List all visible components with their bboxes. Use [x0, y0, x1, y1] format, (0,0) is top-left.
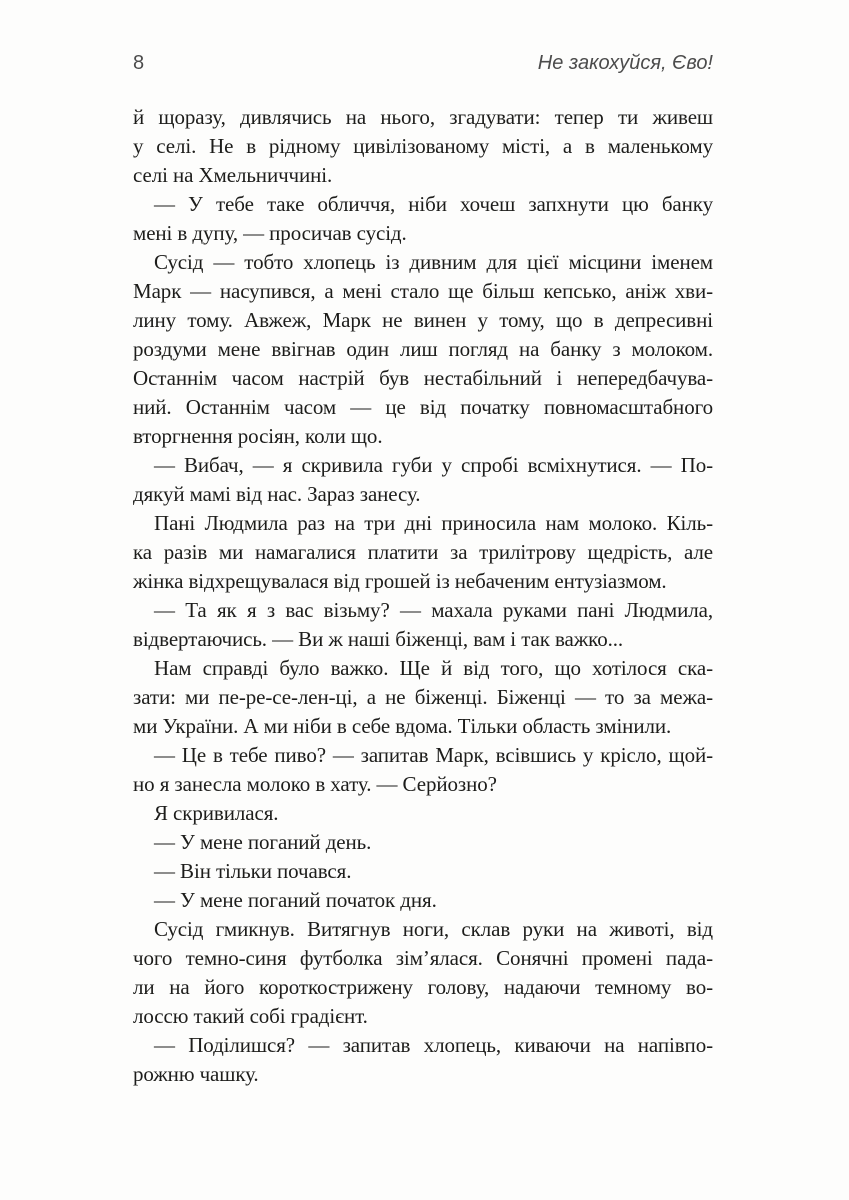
text-line: лоссю такий собі градієнт. [133, 1004, 368, 1028]
text-line: відвертаючись. — Ви ж наші біженці, вам і так важко... [133, 627, 624, 651]
text-line: чого темно-синя футболка зім’ялася. Сонячні промені пада- [133, 946, 713, 970]
text-line: — Це в тебе пиво? — запитав Марк, всівшись у крісло, щой- [154, 743, 713, 767]
text-line: у селі. Не в рідному цивілізованому місті, а в маленькому [133, 134, 713, 158]
text-line: — У тебе таке обличчя, ніби хочеш запхнути цю банку [154, 192, 713, 216]
text-line: ка разів ми намагалися платити за трилітрову щедрість, але [133, 540, 713, 564]
text-line: дякуй мамі від нас. Зараз занесу. [133, 482, 421, 506]
text-line: — У мене поганий початок дня. [154, 888, 437, 912]
text-line: й щоразу, дивлячись на нього, згадувати: тепер ти живеш [133, 105, 713, 129]
text-line: зати: ми пе-ре-се-лен-ці, а не біженці. Біженці — то за межа- [133, 685, 713, 709]
text-line: лину тому. Авжеж, Марк не винен у тому, що в депресивні [133, 308, 713, 332]
running-header-title: Не закохуйся, Єво! [537, 52, 713, 74]
text-line: ний. Останнім часом — це від початку повномасштабного [133, 395, 713, 419]
text-line: Сусід — тобто хлопець із дивним для цієї місцини іменем [154, 250, 713, 274]
text-line: Марк — насупився, а мені стало ще більш кепсько, аніж хви- [133, 279, 713, 303]
text-line: — Поділишся? — запитав хлопець, киваючи на напівпо- [154, 1033, 713, 1057]
text-line: жінка відхрещувалася від грошей із небаченим ентузіазмом. [133, 569, 667, 593]
text-line: Пані Людмила раз на три дні приносила нам молоко. Кіль- [154, 511, 713, 535]
text-line: ли на його короткострижену голову, надаючи темному во- [133, 975, 713, 999]
text-line: Нам справді було важко. Ще й від того, що хотілося ска- [154, 656, 713, 680]
text-line: — Та як я з вас візьму? — махала руками пані Людмила, [154, 598, 713, 622]
body-text-block [133, 103, 713, 1089]
text-line: рожню чашку. [133, 1062, 259, 1086]
text-line: мені в дупу, — просичав сусід. [133, 221, 407, 245]
text-line: — Він тільки почався. [154, 859, 352, 883]
text-line: вторгнення росіян, коли що. [133, 424, 383, 448]
text-line: Я скривилася. [154, 801, 279, 825]
text-line: — У мене поганий день. [154, 830, 372, 854]
text-line: Сусід гмикнув. Витягнув ноги, склав руки на животі, від [154, 917, 713, 941]
page-number: 8 [133, 52, 145, 74]
page-header [133, 52, 713, 80]
text-line: но я занесла молоко в хату. — Серйозно? [133, 772, 497, 796]
text-line: роздуми мене ввігнав один лиш погляд на банку з молоком. [133, 337, 713, 361]
text-line: ми України. А ми ніби в себе вдома. Тільки область змінили. [133, 714, 672, 738]
text-line: Останнім часом настрій був нестабільний і непередбачува- [133, 366, 713, 390]
text-line: — Вибач, — я скривила губи у спробі всміхнутися. — По- [154, 453, 713, 477]
text-line: селі на Хмельниччині. [133, 163, 333, 187]
